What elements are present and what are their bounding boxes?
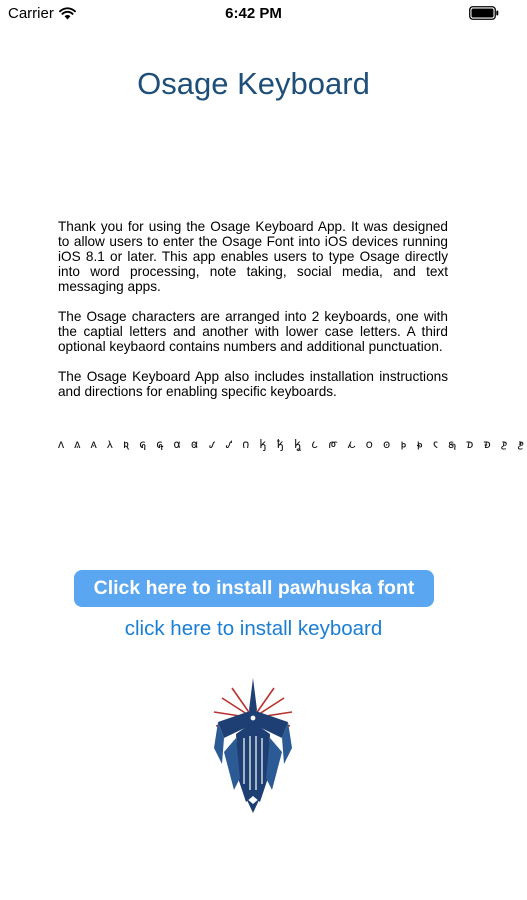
status-time: 6:42 PM	[225, 5, 282, 22]
install-keyboard-link[interactable]: click here to install keyboard	[124, 617, 383, 640]
install-font-button[interactable]: Click here to install pawhuska font	[74, 570, 434, 607]
intro-paragraph-2: The Osage characters are arranged into 2 keyboards, one with the captial letters and another with lower case letters. A third optional keybaord contains numbers and additional punctuation.	[58, 309, 448, 354]
intro-text	[58, 219, 448, 414]
intro-paragraph-1: Thank you for using the Osage Keyboard App. It was designed to allow users to enter the Osage Font into iOS devices running iOS 8.1 or later. This app enables users to type Osage directly into word processing, note taking, social media, and text messaging apps.	[58, 219, 448, 294]
osage-logo	[210, 678, 296, 813]
carrier-label: Carrier	[8, 5, 54, 22]
osage-glyph-sample: 𐓘 𐓙 𐓚 𐓛 𐓜 𐓝 𐓞 𐓟 𐓠 𐓡 𐓢 𐓣 𐓤 𐓥 𐓦 𐓧 𐓨 𐓩 𐓪 𐓫 𐓬 𐓭 𐓮 𐓯 𐓰 𐓱 𐓲 𐓳	[58, 437, 527, 451]
page-title: Osage Keyboard	[137, 66, 370, 101]
status-bar	[0, 0, 507, 28]
battery-icon	[469, 6, 499, 20]
intro-paragraph-3: The Osage Keyboard App also includes installation instructions and directions for enabling specific keyboards.	[58, 369, 448, 399]
